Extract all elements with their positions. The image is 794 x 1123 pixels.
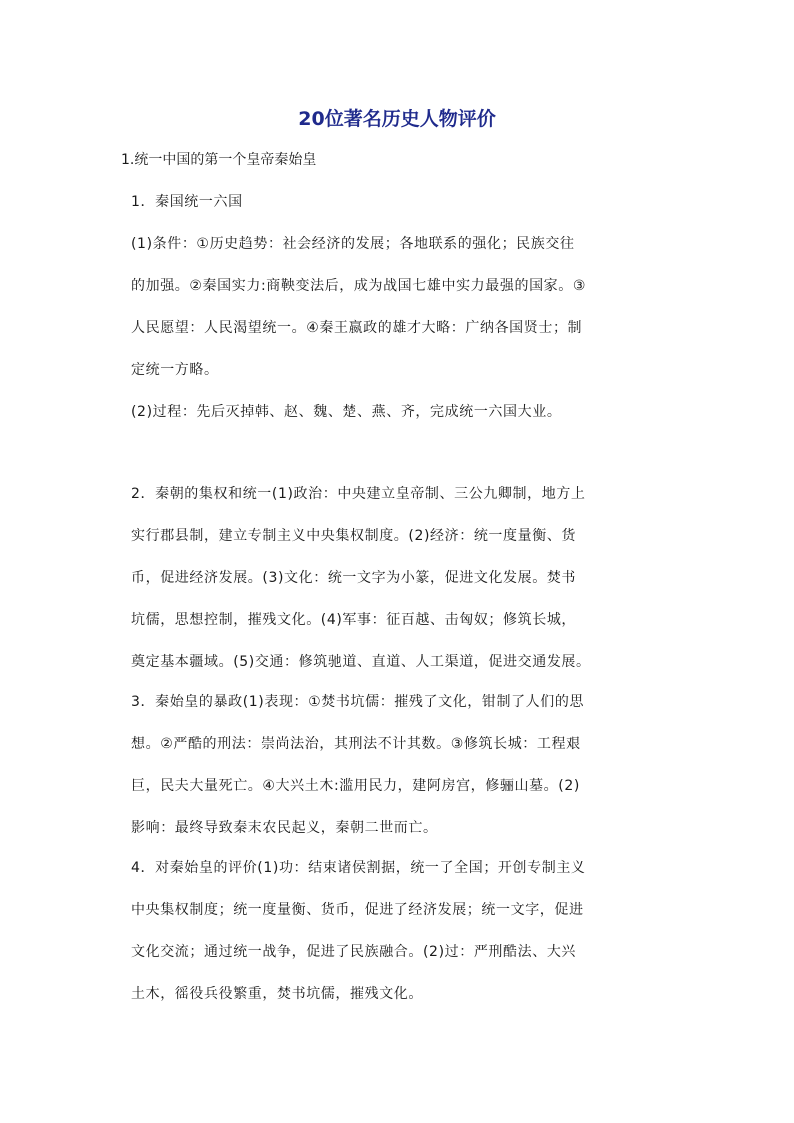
text-line: (2)过程：先后灭掉韩、赵、魏、楚、燕、齐，完成统一六国大业。: [131, 404, 562, 420]
text-line: (1)条件：①历史趋势：社会经济的发展；各地联系的强化；民族交往: [131, 236, 575, 252]
text-line: 影响：最终导致秦末农民起义，秦朝二世而亡。: [131, 820, 438, 836]
text-line: 中央集权制度；统一度量衡、货币，促进了经济发展；统一文字，促进: [131, 902, 584, 918]
text-line: 2．秦朝的集权和统一(1)政治：中央建立皇帝制、三公九卿制，地方上: [131, 486, 586, 502]
text-line: 4．对秦始皇的评价(1)功：结束诸侯割据，统一了全国；开创专制主义: [131, 860, 586, 876]
text-line: 1．秦国统一六国: [131, 194, 243, 210]
text-line: 奠定基本疆域。(5)交通：修筑驰道、直道、人工渠道，促进交通发展。: [131, 654, 591, 670]
text-line: 土木，徭役兵役繁重，焚书坑儒，摧残文化。: [131, 986, 423, 1002]
text-line: 人民愿望：人民渴望统一。④秦王嬴政的雄才大略：广纳各国贤士；制: [131, 320, 583, 336]
section-heading: 1.统一中国的第一个皇帝秦始皇: [121, 152, 317, 168]
text-line: 巨，民夫大量死亡。④大兴土木:滥用民力，建阿房宫，修骊山墓。(2): [131, 778, 580, 794]
text-line: 实行郡县制，建立专制主义中央集权制度。(2)经济：统一度量衡、货: [131, 528, 577, 544]
text-line: 坑儒，思想控制，摧残文化。(4)军事：征百越、击匈奴；修筑长城，: [131, 612, 577, 628]
text-line: 定统一方略。: [131, 362, 219, 378]
document-title: 20位著名历史人物评价: [298, 108, 496, 130]
text-line: 币，促进经济发展。(3)文化：统一文字为小篆，促进文化发展。焚书: [131, 570, 577, 586]
text-line: 文化交流；通过统一战争，促进了民族融合。(2)过：严刑酷法、大兴: [131, 944, 577, 960]
text-line: 想。②严酷的刑法：崇尚法治，其刑法不计其数。③修筑长城：工程艰: [131, 736, 581, 752]
text-line: 的加强。②秦国实力:商鞅变法后，成为战国七雄中实力最强的国家。③: [131, 278, 587, 294]
text-line: 3．秦始皇的暴政(1)表现：①焚书坑儒：摧残了文化，钳制了人们的思: [131, 694, 585, 710]
